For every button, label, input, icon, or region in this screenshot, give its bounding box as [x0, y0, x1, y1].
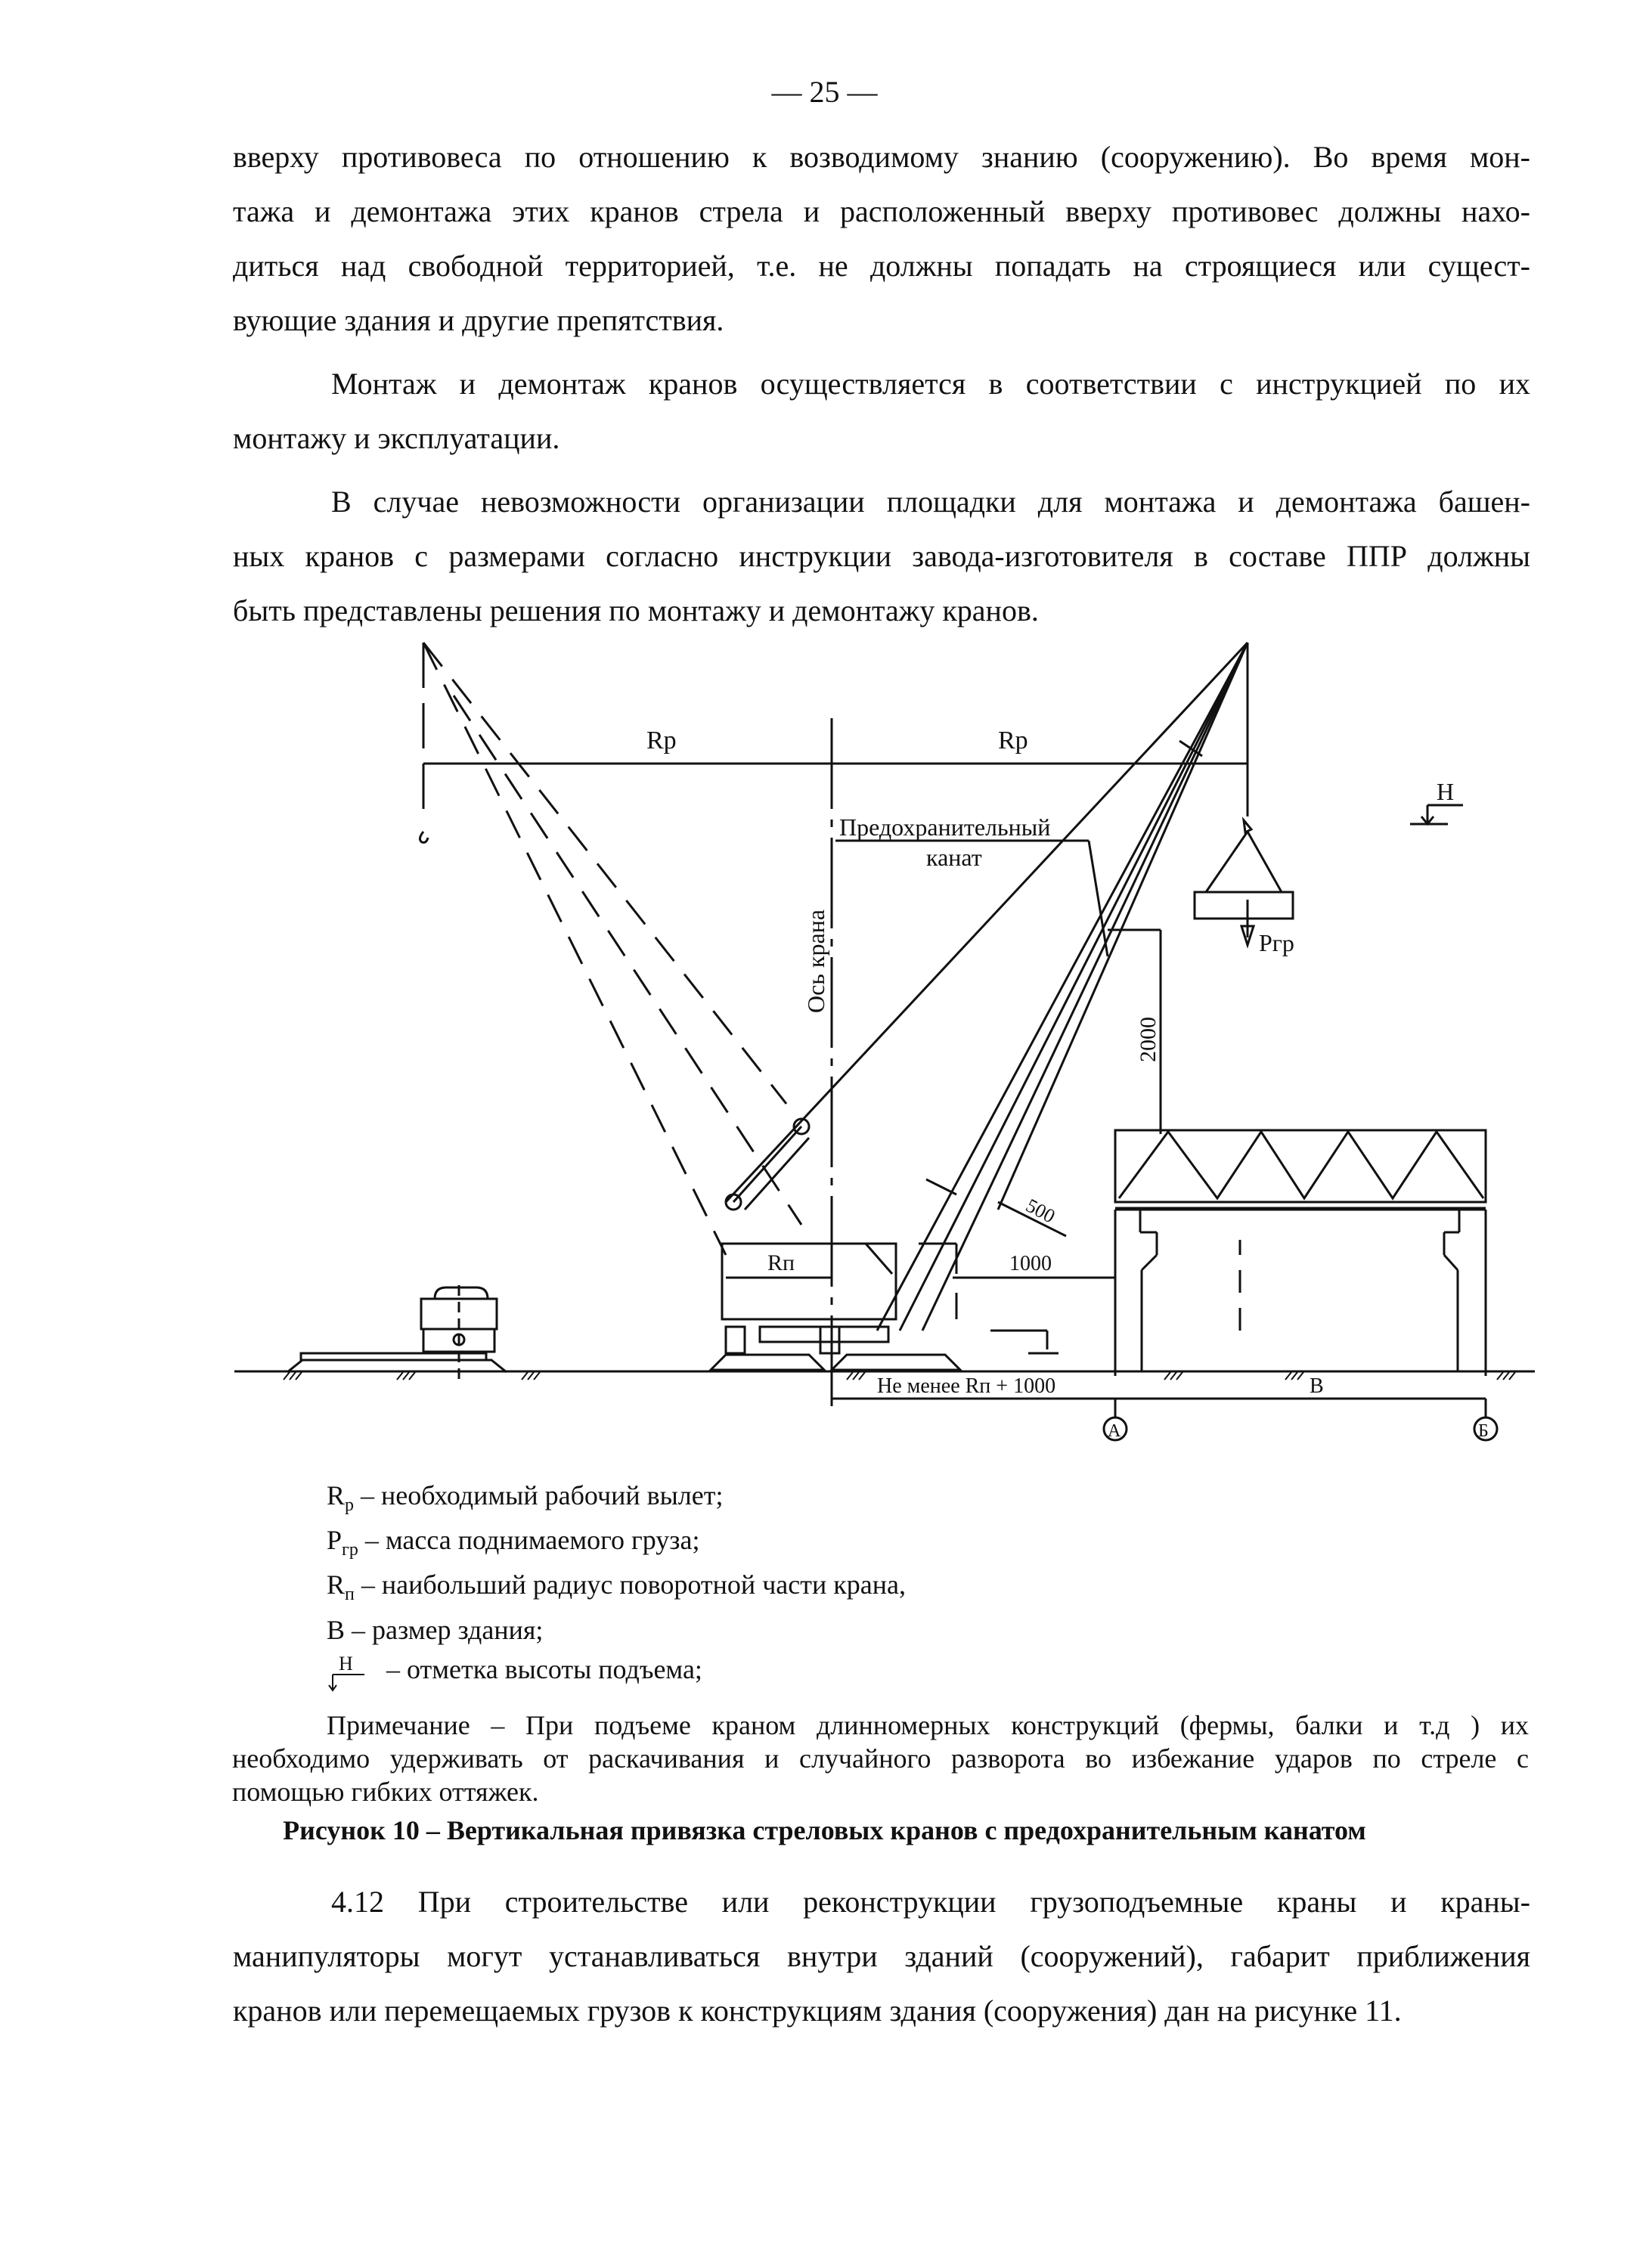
- label-load: Pгр: [1259, 929, 1294, 956]
- figure-note: [232, 1709, 1529, 1808]
- label-axis-b: Б: [1478, 1421, 1489, 1441]
- text-line: монтажу и эксплуатации.: [233, 421, 560, 455]
- legend-item: $P_{гр}$ – масса поднимаемого груза;: [327, 1525, 700, 1560]
- text-line: кранов или перемещаемых грузов к конструкциям здания (сооружения) дан на рисунке 11.: [233, 1994, 1402, 2028]
- text-line: манипуляторы могут устанавливаться внутри зданий (сооружений), габарит приближения: [233, 1939, 1530, 1973]
- label-crane-axis: Ось крана: [802, 909, 829, 1013]
- label-safety-rope-1: Предохранительный: [839, 813, 1051, 841]
- paragraph-impossibility: [233, 475, 1530, 638]
- legend-item: $R_п$ – наибольший радиус поворотной части крана,: [327, 1569, 906, 1605]
- label-min-distance: Не менее Rп + 1000: [877, 1374, 1056, 1398]
- text-line: ных кранов с размерами согласно инструкции завода-изготовителя в составе ППР должны: [233, 539, 1530, 573]
- paragraph-4-12: [233, 1875, 1530, 2038]
- load-block: [1195, 892, 1293, 919]
- page-number: — 25 —: [771, 75, 878, 109]
- legend-item: $R_р$ – необходимый рабочий вылет;: [327, 1480, 724, 1516]
- building-truss: [1115, 1130, 1486, 1376]
- note-line: Примечание – При подъеме краном длинномерных конструкций (фермы, балки и т.д ) их: [327, 1710, 1529, 1740]
- figure-crane-diagram: [227, 635, 1550, 1452]
- label-rp-right: Rp: [998, 727, 1028, 754]
- paragraph-counterweight: [233, 130, 1530, 348]
- label-safety-rope-2: канат: [926, 844, 982, 871]
- height-mark-icon: [327, 1656, 380, 1687]
- text-line: Монтаж и демонтаж кранов осуществляется в соответствии с инструкцией по их: [331, 367, 1530, 401]
- text-line: В случае невозможности организации площадки для монтажа и демонтажа башен-: [331, 485, 1530, 519]
- text-line: 4.12 При строительстве или реконструкции грузоподъемные краны и краны-: [331, 1885, 1530, 1919]
- label-rp-left: Rp: [646, 727, 677, 754]
- text-line: диться над свободной территорией, т.е. не должны попадать на строящиеся или сущест-: [233, 249, 1530, 283]
- note-line: помощью гибких оттяжек.: [232, 1777, 539, 1807]
- figure-caption: Рисунок 10 – Вертикальная привязка стреловых кранов с предохранительным канатом: [283, 1815, 1366, 1845]
- truck-drawing: [287, 1285, 507, 1382]
- note-line: необходимо удерживать от раскачивания и случайного разворота во избежание ударов по стреле с: [232, 1743, 1529, 1774]
- text-line: вверху противовеса по отношению к возводимому знанию (сооружению). Во время мон-: [233, 140, 1530, 174]
- figure-legend: [327, 1478, 906, 1687]
- dashed-boom-left: [423, 643, 801, 1255]
- label-axis-a: А: [1108, 1421, 1121, 1441]
- paragraph-mounting: [233, 357, 1530, 466]
- legend-item: B – размер здания;: [327, 1614, 544, 1645]
- label-height-mark: H: [1437, 778, 1455, 805]
- legend-item: H – отметка высоты подъема;: [327, 1652, 906, 1687]
- label-dim-1000: 1000: [1009, 1252, 1052, 1275]
- text-line: вующие здания и другие препятствия.: [233, 303, 724, 337]
- crane-body: [711, 1244, 960, 1370]
- label-dim-500: 500: [1022, 1194, 1059, 1228]
- label-dim-2000: 2000: [1136, 1017, 1161, 1062]
- text-line: тажа и демонтажа этих кранов стрела и расположенный вверху противовес должны нахо-: [233, 194, 1530, 228]
- text-line: быть представлены решения по монтажу и демонтажу кранов.: [233, 593, 1039, 627]
- label-rn: Rп: [767, 1250, 795, 1275]
- label-building-width: B: [1310, 1374, 1324, 1398]
- svg-text:H: H: [339, 1656, 353, 1675]
